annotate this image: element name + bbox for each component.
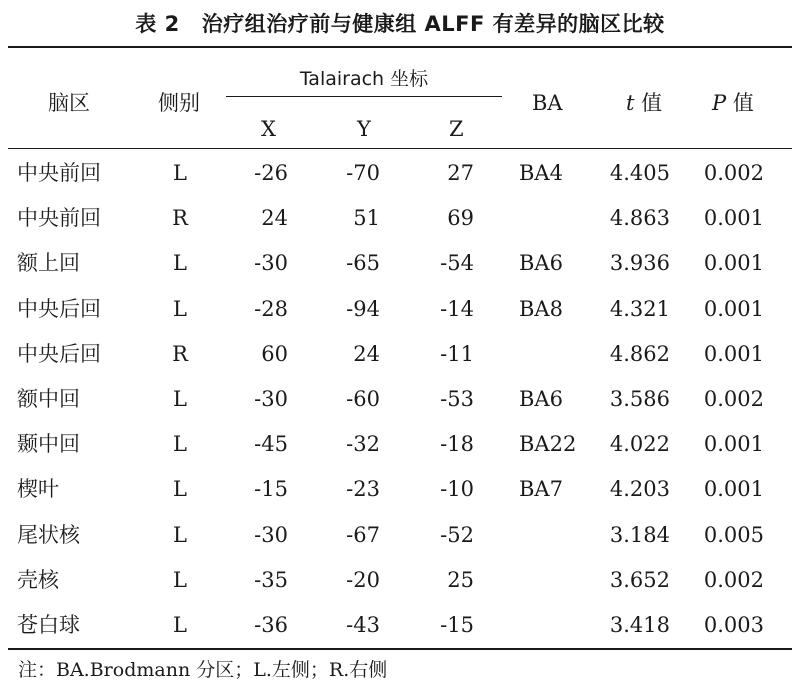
cell-z: -11 [440, 342, 474, 366]
cell-region: 苍白球 [17, 613, 80, 637]
cell-region: 中央前回 [17, 161, 101, 185]
cell-side: L [173, 251, 187, 275]
cell-x: -28 [254, 297, 288, 321]
cell-region: 尾状核 [17, 523, 80, 547]
cell-z: -15 [440, 613, 474, 637]
cell-region: 楔叶 [17, 477, 59, 501]
header-rule [8, 148, 792, 149]
cell-y: 51 [353, 206, 380, 230]
cell-t: 3.418 [609, 613, 670, 637]
cell-p: 0.001 [703, 432, 764, 456]
cell-ba: BA6 [519, 251, 563, 275]
t-label: 值 [634, 91, 663, 115]
header-side: 侧别 [158, 91, 200, 115]
cell-t: 4.203 [609, 477, 670, 501]
header-region: 脑区 [48, 91, 90, 115]
cell-p: 0.001 [703, 206, 764, 230]
cell-region: 中央后回 [17, 342, 101, 366]
cell-side: L [173, 387, 187, 411]
cell-region: 壳核 [17, 568, 59, 592]
cell-x: -26 [254, 161, 288, 185]
cell-y: -94 [346, 297, 380, 321]
cell-x: 60 [261, 342, 288, 366]
cell-p: 0.001 [703, 251, 764, 275]
table-number: 表 2 [135, 12, 180, 36]
cell-side: L [173, 568, 187, 592]
cell-t: 4.863 [609, 206, 670, 230]
cell-ba: BA4 [519, 161, 563, 185]
cell-p: 0.005 [703, 523, 764, 547]
cell-x: -35 [254, 568, 288, 592]
cell-z: 27 [447, 161, 474, 185]
cell-z: -14 [440, 297, 474, 321]
cell-t: 4.405 [609, 161, 670, 185]
cell-t: 3.652 [609, 568, 670, 592]
cell-z: -53 [440, 387, 474, 411]
cell-y: -32 [346, 432, 380, 456]
cell-side: R [172, 206, 188, 230]
cell-region: 中央后回 [17, 297, 101, 321]
cell-ba: BA6 [519, 387, 563, 411]
p-label: 值 [726, 91, 754, 115]
cell-z: 69 [447, 206, 474, 230]
cell-ba: BA22 [519, 432, 577, 456]
t-symbol: t [626, 91, 635, 115]
cell-y: -20 [346, 568, 380, 592]
table-title [0, 8, 800, 38]
cell-ba: BA8 [519, 297, 563, 321]
cell-y: -67 [346, 523, 380, 547]
talairach-subrule [226, 96, 502, 97]
cell-x: -45 [254, 432, 288, 456]
cell-p: 0.001 [703, 477, 764, 501]
cell-z: -52 [440, 523, 474, 547]
cell-y: -60 [346, 387, 380, 411]
cell-p: 0.002 [703, 568, 764, 592]
cell-z: -10 [440, 477, 474, 501]
cell-x: -15 [254, 477, 288, 501]
cell-t: 3.936 [609, 251, 670, 275]
cell-x: -30 [254, 523, 288, 547]
cell-side: L [173, 297, 187, 321]
cell-p: 0.002 [703, 387, 764, 411]
cell-z: -18 [440, 432, 474, 456]
cell-z: 25 [447, 568, 474, 592]
header-ba: BA [532, 91, 563, 115]
cell-y: 24 [353, 342, 380, 366]
cell-x: -36 [254, 613, 288, 637]
cell-z: -54 [440, 251, 474, 275]
cell-p: 0.002 [703, 161, 764, 185]
cell-t: 3.586 [609, 387, 670, 411]
cell-side: L [173, 523, 187, 547]
cell-region: 额上回 [17, 251, 80, 275]
table-caption: 治疗组治疗前与健康组 ALFF 有差异的脑区比较 [201, 12, 665, 36]
cell-side: R [172, 342, 188, 366]
cell-side: L [173, 477, 187, 501]
cell-y: -43 [346, 613, 380, 637]
cell-t: 4.022 [609, 432, 670, 456]
cell-x: -30 [254, 251, 288, 275]
cell-x: -30 [254, 387, 288, 411]
p-symbol: P [712, 91, 727, 115]
header-z: Z [449, 117, 464, 141]
cell-region: 中央前回 [17, 206, 101, 230]
cell-p: 0.001 [703, 342, 764, 366]
cell-ba: BA7 [519, 477, 563, 501]
cell-region: 额中回 [17, 387, 80, 411]
cell-region: 颞中回 [17, 432, 80, 456]
header-y: Y [357, 117, 371, 141]
cell-t: 3.184 [609, 523, 670, 547]
header-p-value [712, 90, 754, 116]
cell-p: 0.003 [703, 613, 764, 637]
header-x: X [261, 117, 276, 141]
cell-y: -70 [346, 161, 380, 185]
cell-y: -65 [346, 251, 380, 275]
cell-p: 0.001 [703, 297, 764, 321]
header-talairach: Talairach 坐标 [299, 68, 429, 90]
cell-x: 24 [261, 206, 288, 230]
cell-t: 4.862 [609, 342, 670, 366]
cell-side: L [173, 432, 187, 456]
cell-side: L [173, 613, 187, 637]
top-rule [8, 46, 792, 48]
cell-side: L [173, 161, 187, 185]
cell-t: 4.321 [609, 297, 670, 321]
header-t-value [626, 90, 662, 116]
table-note: 注：BA.Brodmann 分区；L.左侧；R.右侧 [18, 659, 388, 681]
bottom-rule [8, 648, 792, 650]
cell-y: -23 [346, 477, 380, 501]
